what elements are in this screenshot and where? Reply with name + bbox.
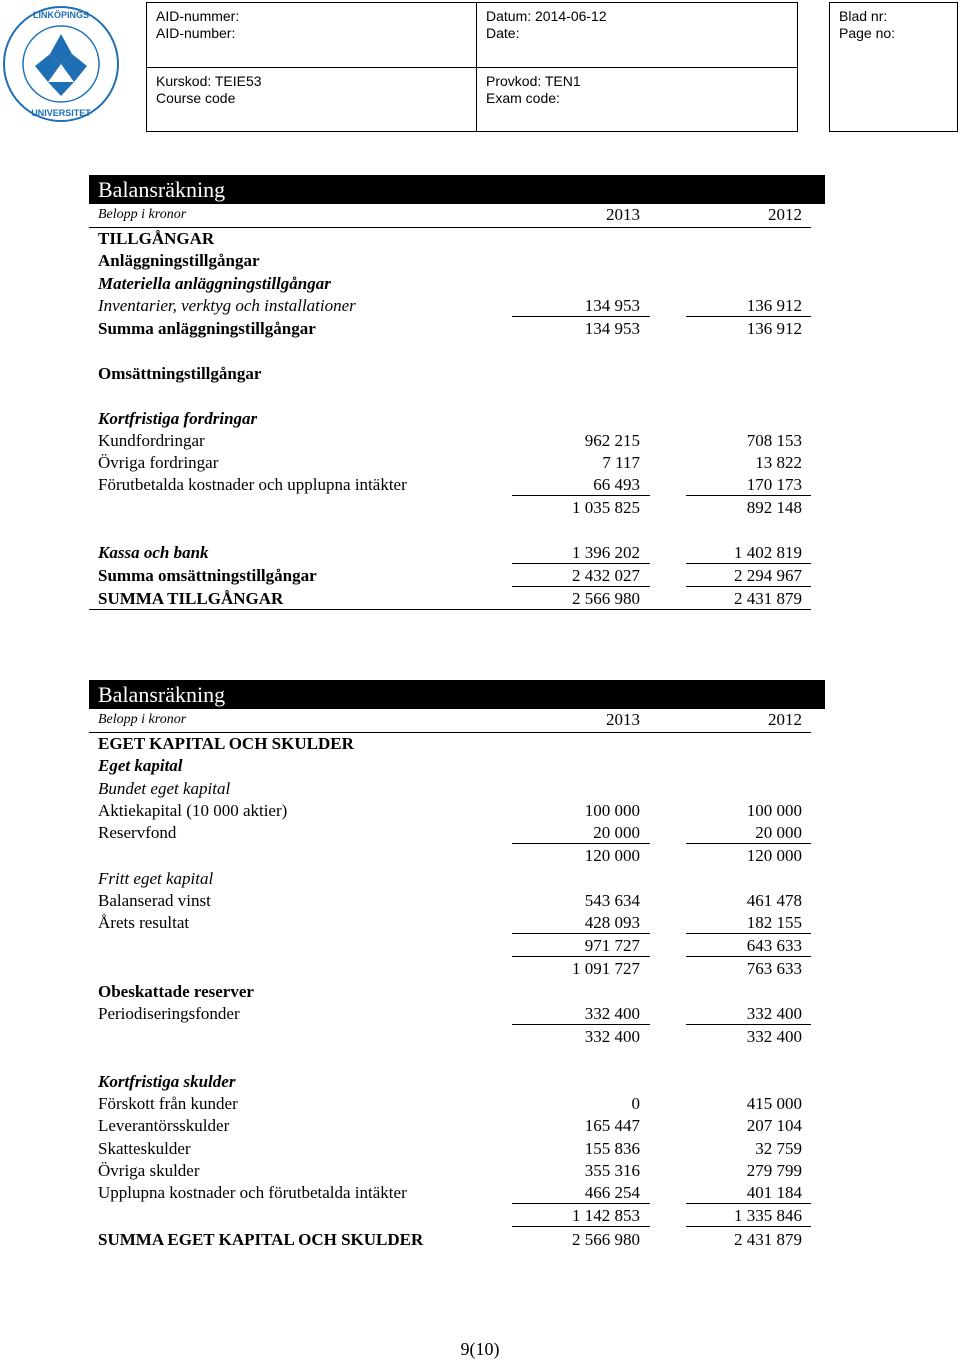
row-label: Summa omsättningstillgångar (98, 566, 317, 585)
total-rule (89, 609, 811, 610)
row-label: Övriga fordringar (98, 453, 219, 472)
row-label: Materiella anläggningstillgångar (98, 274, 331, 293)
table-row (89, 1159, 825, 1182)
year-2012: 2012 (768, 205, 802, 224)
value-2012: 643 633 (746, 936, 802, 955)
table-row (89, 1070, 825, 1093)
value-2012: 32 759 (755, 1139, 802, 1158)
table-row (89, 980, 825, 1003)
value-2013: 0 (631, 1094, 640, 1113)
row-label: Anläggningstillgångar (98, 251, 260, 270)
unit-label: Belopp i kronor (98, 207, 187, 222)
value-2012: 2 294 967 (734, 566, 802, 585)
assets-title: Balansräkning (89, 175, 825, 204)
value-2012: 763 633 (746, 959, 802, 978)
table-row (89, 564, 825, 587)
value-2013: 155 836 (584, 1139, 640, 1158)
table-row (89, 1228, 825, 1251)
row-label: SUMMA EGET KAPITAL OCH SKULDER (98, 1230, 424, 1249)
value-2013: 1 091 727 (572, 959, 640, 978)
row-label: Aktiekapital (10 000 aktier) (98, 801, 288, 820)
date-box (476, 2, 798, 132)
value-2013: 2 566 980 (572, 1230, 640, 1249)
page-number: 9(10) (460, 1339, 500, 1359)
table-row (89, 1181, 825, 1204)
value-2013: 20 000 (593, 823, 640, 842)
table-row (89, 1092, 825, 1115)
value-2012: 136 912 (746, 319, 802, 338)
value-2013: 2 566 980 (572, 589, 640, 608)
table-row (89, 867, 825, 890)
value-2013: 134 953 (584, 296, 640, 315)
value-2012: 2 431 879 (734, 1230, 802, 1249)
unit-label: Belopp i kronor (98, 712, 187, 727)
value-2013: 1 035 825 (572, 498, 640, 517)
value-2013: 1 142 853 (572, 1206, 640, 1225)
row-label: Omsättningstillgångar (98, 364, 262, 383)
value-2013: 120 000 (584, 846, 640, 865)
value-2013: 100 000 (584, 801, 640, 820)
value-2012: 207 104 (746, 1116, 802, 1135)
table-row (89, 889, 825, 912)
row-label: Övriga skulder (98, 1161, 200, 1180)
value-2013: 428 093 (584, 913, 640, 932)
value-2013: 971 727 (584, 936, 640, 955)
table-row (89, 911, 825, 934)
table-row (89, 587, 825, 610)
row-label: Balanserad vinst (98, 891, 211, 910)
liabilities-title: Balansräkning (89, 680, 825, 709)
row-label: Kundfordringar (98, 431, 205, 450)
value-2012: 182 155 (746, 913, 802, 932)
value-2012: 708 153 (746, 431, 802, 450)
value-2012: 100 000 (746, 801, 802, 820)
logo-text: LINKÖPINGS (32, 10, 90, 20)
page-number-label: Blad nr: Page no: (839, 8, 896, 41)
date-label: Datum: 2014-06-12 Date: (486, 8, 607, 41)
row-label: Bundet eget kapital (98, 779, 231, 798)
course-code-label: Kurskod: TEIE53 Course code (156, 73, 262, 106)
row-label: Inventarier, verktyg och installationer (98, 296, 356, 315)
value-2012: 332 400 (746, 1004, 802, 1023)
table-row (89, 362, 825, 385)
value-2013: 466 254 (584, 1183, 640, 1202)
university-logo-icon (2, 4, 120, 124)
table-row (89, 249, 825, 272)
value-2013: 962 215 (584, 431, 640, 450)
table-row (89, 227, 825, 250)
table-row (89, 541, 825, 564)
row-label: TILLGÅNGAR (98, 229, 215, 248)
value-2013: 332 400 (584, 1027, 640, 1046)
row-label: Reservfond (98, 823, 177, 842)
row-label: Periodiseringsfonder (98, 1004, 240, 1023)
value-2013: 543 634 (584, 891, 640, 910)
value-2012: 13 822 (755, 453, 802, 472)
value-2012: 20 000 (755, 823, 802, 842)
table-row (89, 1114, 825, 1137)
value-2013: 1 396 202 (572, 543, 640, 562)
row-label: Obeskattade reserver (98, 982, 254, 1001)
table-row (89, 473, 825, 496)
table-row (89, 407, 825, 430)
table-row (89, 821, 825, 844)
row-label: Fritt eget kapital (98, 869, 214, 888)
value-2012: 461 478 (746, 891, 802, 910)
table-row (89, 496, 825, 519)
table-row (89, 317, 825, 340)
value-2012: 136 912 (746, 296, 802, 315)
year-2013: 2013 (606, 205, 640, 224)
table-row (89, 451, 825, 474)
sum-rule-2012 (686, 1226, 811, 1227)
value-2013: 134 953 (584, 319, 640, 338)
value-2012: 120 000 (746, 846, 802, 865)
value-2012: 170 173 (746, 475, 802, 494)
value-2012: 332 400 (746, 1027, 802, 1046)
table-row (89, 934, 825, 957)
row-label: SUMMA TILLGÅNGAR (98, 589, 284, 608)
aid-number-label: AID-nummer: AID-number: (156, 8, 240, 41)
row-label: Kortfristiga skulder (98, 1072, 236, 1091)
sum-rule-2013 (512, 1226, 650, 1227)
table-row (89, 1137, 825, 1160)
table-row (89, 294, 825, 317)
exam-code-label: Provkod: TEN1 Exam code: (486, 73, 581, 106)
row-label: Förutbetalda kostnader och upplupna intäkter (98, 475, 407, 494)
table-row (89, 1025, 825, 1048)
value-2012: 279 799 (746, 1161, 802, 1180)
value-2013: 2 432 027 (572, 566, 640, 585)
row-label: Kortfristiga fordringar (98, 409, 258, 428)
row-label: Summa anläggningstillgångar (98, 319, 316, 338)
aid-number-box (146, 2, 477, 132)
value-2012: 2 431 879 (734, 589, 802, 608)
liabilities-header-row (89, 708, 825, 731)
svg-text:UNIVERSITET: UNIVERSITET (31, 108, 91, 118)
value-2013: 332 400 (584, 1004, 640, 1023)
row-label: Årets resultat (98, 913, 190, 932)
table-row (89, 957, 825, 980)
row-label: Upplupna kostnader och förutbetalda intäkter (98, 1183, 407, 1202)
value-2012: 1 335 846 (734, 1206, 802, 1225)
table-row (89, 429, 825, 452)
value-2013: 7 117 (602, 453, 640, 472)
value-2012: 1 402 819 (734, 543, 802, 562)
value-2013: 355 316 (584, 1161, 640, 1180)
table-row (89, 272, 825, 295)
page-number-box (829, 2, 958, 132)
row-label: Kassa och bank (98, 543, 209, 562)
row-label: Eget kapital (98, 756, 183, 775)
row-label: Förskott från kunder (98, 1094, 238, 1113)
value-2013: 66 493 (593, 475, 640, 494)
table-row (89, 777, 825, 800)
table-row (89, 732, 825, 755)
row-label: Leverantörsskulder (98, 1116, 230, 1135)
table-row (89, 1204, 825, 1227)
table-row (89, 799, 825, 822)
year-2013: 2013 (606, 710, 640, 729)
assets-header-row (89, 203, 825, 226)
value-2013: 165 447 (584, 1116, 640, 1135)
value-2012: 401 184 (746, 1183, 802, 1202)
table-row (89, 844, 825, 867)
row-label: EGET KAPITAL OCH SKULDER (98, 734, 354, 753)
value-2012: 415 000 (746, 1094, 802, 1113)
row-label: Skatteskulder (98, 1139, 191, 1158)
value-2012: 892 148 (746, 498, 802, 517)
table-row (89, 1002, 825, 1025)
year-2012: 2012 (768, 710, 802, 729)
table-row (89, 754, 825, 777)
